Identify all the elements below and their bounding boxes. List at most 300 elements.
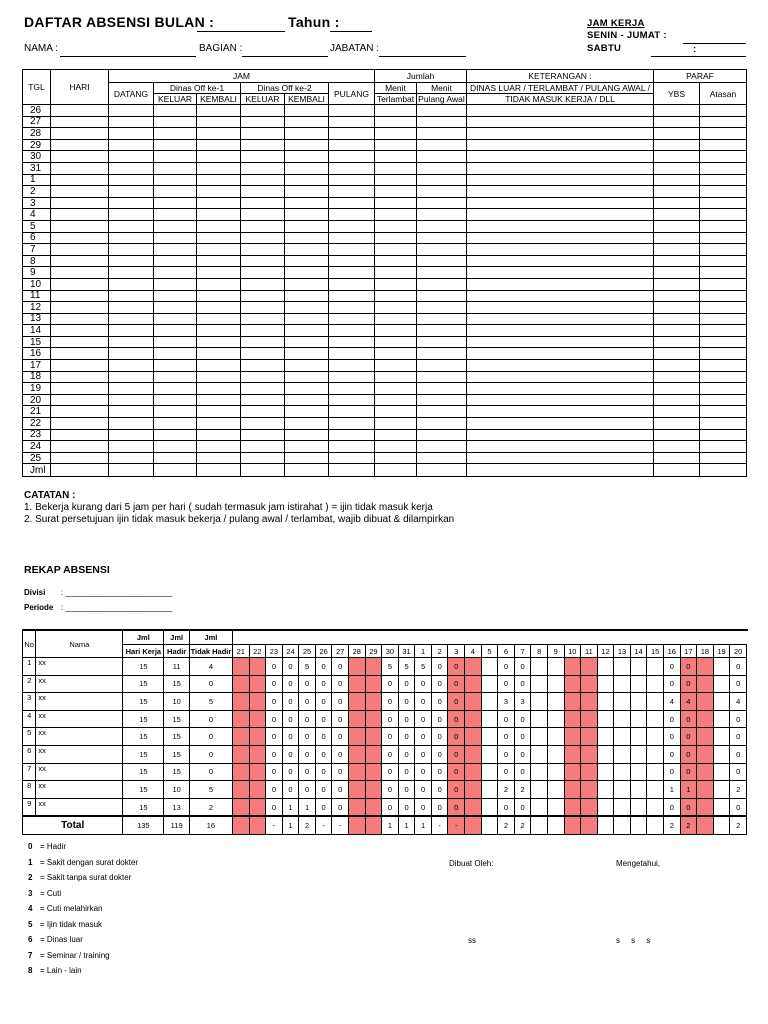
rekap-day-cell[interactable] <box>531 798 548 816</box>
attendance-cell[interactable] <box>154 452 197 464</box>
attendance-cell[interactable] <box>417 151 467 163</box>
rekap-day-cell[interactable] <box>249 798 266 816</box>
attendance-cell[interactable] <box>285 441 329 453</box>
rekap-day-cell[interactable]: 0 <box>498 745 515 763</box>
attendance-cell[interactable] <box>654 255 700 267</box>
rekap-day-cell[interactable]: 0 <box>332 745 349 763</box>
rekap-day-cell[interactable]: 0 <box>730 728 747 746</box>
rekap-day-cell[interactable] <box>547 798 564 816</box>
attendance-cell[interactable] <box>109 162 154 174</box>
attendance-cell[interactable] <box>241 441 285 453</box>
rekap-day-cell[interactable]: 0 <box>498 798 515 816</box>
attendance-cell[interactable] <box>329 267 375 279</box>
attendance-cell[interactable] <box>329 394 375 406</box>
rekap-day-cell[interactable] <box>232 728 249 746</box>
attendance-cell[interactable] <box>241 406 285 418</box>
rekap-day-cell[interactable] <box>232 710 249 728</box>
rekap-day-cell[interactable] <box>365 781 382 799</box>
attendance-cell[interactable] <box>285 406 329 418</box>
attendance-cell[interactable] <box>700 128 747 140</box>
attendance-cell[interactable] <box>417 406 467 418</box>
rekap-day-cell[interactable]: 0 <box>282 745 299 763</box>
attendance-cell[interactable] <box>329 325 375 337</box>
attendance-cell[interactable] <box>51 325 109 337</box>
attendance-cell[interactable] <box>329 336 375 348</box>
attendance-cell[interactable] <box>197 406 241 418</box>
attendance-cell[interactable] <box>285 394 329 406</box>
attendance-cell[interactable] <box>417 394 467 406</box>
attendance-cell[interactable] <box>51 220 109 232</box>
attendance-cell[interactable] <box>285 128 329 140</box>
attendance-cell[interactable] <box>285 325 329 337</box>
rekap-day-cell[interactable] <box>349 675 366 693</box>
attendance-cell[interactable] <box>109 452 154 464</box>
attendance-cell[interactable] <box>467 255 654 267</box>
attendance-cell[interactable] <box>417 220 467 232</box>
rekap-day-cell[interactable] <box>614 745 631 763</box>
rekap-day-cell[interactable] <box>697 710 714 728</box>
rekap-day-cell[interactable] <box>564 745 581 763</box>
rekap-day-cell[interactable]: 0 <box>431 675 448 693</box>
rekap-day-cell[interactable] <box>249 781 266 799</box>
rekap-day-cell[interactable] <box>349 763 366 781</box>
rekap-day-cell[interactable] <box>581 798 598 816</box>
attendance-total-cell[interactable] <box>51 464 109 477</box>
attendance-cell[interactable] <box>375 128 417 140</box>
rekap-day-cell[interactable] <box>597 675 614 693</box>
rekap-day-cell[interactable]: 0 <box>382 728 399 746</box>
rekap-day-cell[interactable] <box>713 693 730 711</box>
rekap-day-cell[interactable]: 0 <box>415 710 432 728</box>
attendance-cell[interactable] <box>654 267 700 279</box>
rekap-day-cell[interactable]: 0 <box>415 781 432 799</box>
attendance-cell[interactable] <box>285 186 329 198</box>
rekap-day-cell[interactable] <box>547 728 564 746</box>
attendance-cell[interactable] <box>375 255 417 267</box>
attendance-cell[interactable] <box>329 360 375 372</box>
rekap-day-cell[interactable] <box>697 798 714 816</box>
rekap-day-cell[interactable]: 0 <box>398 763 415 781</box>
attendance-cell[interactable] <box>329 186 375 198</box>
attendance-cell[interactable] <box>197 452 241 464</box>
rekap-day-cell[interactable]: 0 <box>448 798 465 816</box>
attendance-cell[interactable] <box>51 105 109 117</box>
attendance-cell[interactable] <box>109 394 154 406</box>
attendance-cell[interactable] <box>285 302 329 314</box>
rekap-day-cell[interactable] <box>481 693 498 711</box>
rekap-day-cell[interactable]: 0 <box>299 675 316 693</box>
attendance-cell[interactable] <box>417 278 467 290</box>
rekap-day-cell[interactable] <box>647 675 664 693</box>
attendance-cell[interactable] <box>375 313 417 325</box>
attendance-cell[interactable] <box>375 186 417 198</box>
attendance-cell[interactable] <box>154 244 197 256</box>
rekap-day-cell[interactable] <box>481 658 498 676</box>
attendance-cell[interactable] <box>700 313 747 325</box>
rekap-day-cell[interactable]: 0 <box>332 658 349 676</box>
attendance-cell[interactable] <box>285 255 329 267</box>
attendance-cell[interactable] <box>654 186 700 198</box>
attendance-cell[interactable] <box>417 232 467 244</box>
attendance-cell[interactable] <box>154 325 197 337</box>
attendance-cell[interactable] <box>467 290 654 302</box>
attendance-cell[interactable] <box>700 360 747 372</box>
attendance-cell[interactable] <box>467 151 654 163</box>
attendance-cell[interactable] <box>241 209 285 221</box>
attendance-cell[interactable] <box>375 383 417 395</box>
rekap-day-cell[interactable]: 5 <box>382 658 399 676</box>
rekap-day-cell[interactable] <box>564 693 581 711</box>
rekap-day-cell[interactable] <box>365 798 382 816</box>
attendance-cell[interactable] <box>285 348 329 360</box>
rekap-day-cell[interactable]: 2 <box>663 816 680 834</box>
nama-field[interactable] <box>60 56 196 57</box>
attendance-cell[interactable] <box>109 139 154 151</box>
rekap-day-cell[interactable] <box>581 781 598 799</box>
attendance-cell[interactable] <box>109 128 154 140</box>
rekap-day-cell[interactable]: 0 <box>680 728 697 746</box>
attendance-cell[interactable] <box>241 278 285 290</box>
rekap-day-cell[interactable] <box>614 816 631 834</box>
attendance-cell[interactable] <box>417 267 467 279</box>
rekap-day-cell[interactable]: 1 <box>282 798 299 816</box>
attendance-cell[interactable] <box>109 371 154 383</box>
attendance-cell[interactable] <box>700 429 747 441</box>
rekap-day-cell[interactable] <box>349 693 366 711</box>
attendance-cell[interactable] <box>241 105 285 117</box>
attendance-cell[interactable] <box>467 116 654 128</box>
attendance-cell[interactable] <box>375 348 417 360</box>
rekap-day-cell[interactable] <box>581 693 598 711</box>
attendance-cell[interactable] <box>51 151 109 163</box>
attendance-cell[interactable] <box>154 174 197 186</box>
attendance-cell[interactable] <box>654 336 700 348</box>
attendance-cell[interactable] <box>654 452 700 464</box>
rekap-day-cell[interactable]: 0 <box>431 745 448 763</box>
rekap-day-cell[interactable] <box>713 658 730 676</box>
attendance-cell[interactable] <box>417 452 467 464</box>
attendance-cell[interactable] <box>700 348 747 360</box>
rekap-day-cell[interactable] <box>465 658 482 676</box>
attendance-cell[interactable] <box>417 186 467 198</box>
attendance-cell[interactable] <box>654 244 700 256</box>
attendance-cell[interactable] <box>417 197 467 209</box>
rekap-day-cell[interactable]: 0 <box>431 693 448 711</box>
attendance-cell[interactable] <box>197 348 241 360</box>
attendance-cell[interactable] <box>417 244 467 256</box>
attendance-cell[interactable] <box>51 255 109 267</box>
attendance-cell[interactable] <box>285 116 329 128</box>
attendance-cell[interactable] <box>109 220 154 232</box>
attendance-cell[interactable] <box>467 139 654 151</box>
rekap-day-cell[interactable]: 0 <box>332 798 349 816</box>
attendance-cell[interactable] <box>654 441 700 453</box>
rekap-day-cell[interactable] <box>597 816 614 834</box>
rekap-day-cell[interactable] <box>349 816 366 834</box>
attendance-total-cell[interactable] <box>417 464 467 477</box>
rekap-day-cell[interactable] <box>349 781 366 799</box>
rekap-day-cell[interactable]: 0 <box>448 658 465 676</box>
attendance-cell[interactable] <box>154 139 197 151</box>
attendance-cell[interactable] <box>154 255 197 267</box>
attendance-cell[interactable] <box>241 371 285 383</box>
attendance-cell[interactable] <box>375 220 417 232</box>
attendance-cell[interactable] <box>241 139 285 151</box>
rekap-day-cell[interactable]: 2 <box>730 781 747 799</box>
attendance-cell[interactable] <box>285 232 329 244</box>
attendance-cell[interactable] <box>375 116 417 128</box>
attendance-cell[interactable] <box>467 452 654 464</box>
rekap-day-cell[interactable] <box>232 763 249 781</box>
attendance-cell[interactable] <box>329 209 375 221</box>
attendance-cell[interactable] <box>329 232 375 244</box>
rekap-day-cell[interactable]: 0 <box>663 710 680 728</box>
jabatan-field[interactable] <box>379 56 466 57</box>
rekap-day-cell[interactable]: 1 <box>680 781 697 799</box>
rekap-day-cell[interactable] <box>713 816 730 834</box>
rekap-day-cell[interactable] <box>647 710 664 728</box>
attendance-cell[interactable] <box>241 429 285 441</box>
rekap-day-cell[interactable] <box>581 816 598 834</box>
attendance-cell[interactable] <box>375 452 417 464</box>
rekap-day-cell[interactable] <box>531 658 548 676</box>
rekap-day-cell[interactable]: 1 <box>299 798 316 816</box>
rekap-day-cell[interactable]: 0 <box>382 763 399 781</box>
rekap-day-cell[interactable]: 0 <box>431 710 448 728</box>
rekap-day-cell[interactable] <box>365 745 382 763</box>
attendance-cell[interactable] <box>654 290 700 302</box>
attendance-cell[interactable] <box>154 383 197 395</box>
attendance-cell[interactable] <box>197 209 241 221</box>
attendance-cell[interactable] <box>329 406 375 418</box>
attendance-cell[interactable] <box>700 244 747 256</box>
rekap-day-cell[interactable] <box>481 745 498 763</box>
attendance-cell[interactable] <box>467 186 654 198</box>
attendance-cell[interactable] <box>241 325 285 337</box>
attendance-cell[interactable] <box>700 186 747 198</box>
attendance-cell[interactable] <box>51 406 109 418</box>
attendance-cell[interactable] <box>51 278 109 290</box>
attendance-cell[interactable] <box>329 290 375 302</box>
attendance-cell[interactable] <box>375 278 417 290</box>
rekap-day-cell[interactable]: 0 <box>498 675 515 693</box>
attendance-cell[interactable] <box>285 371 329 383</box>
attendance-cell[interactable] <box>109 429 154 441</box>
rekap-day-cell[interactable] <box>630 693 647 711</box>
rekap-day-cell[interactable] <box>597 728 614 746</box>
attendance-cell[interactable] <box>700 336 747 348</box>
rekap-day-cell[interactable]: 0 <box>299 781 316 799</box>
rekap-day-cell[interactable]: 0 <box>266 675 283 693</box>
rekap-day-cell[interactable]: 0 <box>514 658 531 676</box>
attendance-cell[interactable] <box>109 348 154 360</box>
attendance-cell[interactable] <box>51 336 109 348</box>
attendance-cell[interactable] <box>700 105 747 117</box>
attendance-cell[interactable] <box>197 244 241 256</box>
attendance-cell[interactable] <box>197 325 241 337</box>
attendance-cell[interactable] <box>241 348 285 360</box>
rekap-day-cell[interactable] <box>465 798 482 816</box>
rekap-day-cell[interactable]: 0 <box>332 710 349 728</box>
rekap-day-cell[interactable]: 5 <box>299 658 316 676</box>
attendance-cell[interactable] <box>700 197 747 209</box>
attendance-cell[interactable] <box>700 441 747 453</box>
rekap-day-cell[interactable] <box>564 675 581 693</box>
attendance-cell[interactable] <box>154 128 197 140</box>
attendance-cell[interactable] <box>467 360 654 372</box>
attendance-cell[interactable] <box>329 302 375 314</box>
attendance-cell[interactable] <box>329 116 375 128</box>
rekap-day-cell[interactable] <box>647 763 664 781</box>
rekap-day-cell[interactable] <box>713 781 730 799</box>
rekap-day-cell[interactable] <box>249 675 266 693</box>
rekap-day-cell[interactable] <box>481 798 498 816</box>
rekap-day-cell[interactable] <box>547 710 564 728</box>
attendance-cell[interactable] <box>197 302 241 314</box>
attendance-cell[interactable] <box>700 452 747 464</box>
rekap-day-cell[interactable]: 0 <box>266 728 283 746</box>
attendance-cell[interactable] <box>700 116 747 128</box>
attendance-cell[interactable] <box>654 302 700 314</box>
rekap-day-cell[interactable] <box>597 781 614 799</box>
attendance-cell[interactable] <box>417 105 467 117</box>
rekap-day-cell[interactable]: 0 <box>663 658 680 676</box>
attendance-cell[interactable] <box>109 116 154 128</box>
attendance-cell[interactable] <box>700 290 747 302</box>
attendance-cell[interactable] <box>285 174 329 186</box>
rekap-day-cell[interactable]: 0 <box>448 710 465 728</box>
rekap-day-cell[interactable]: 0 <box>498 728 515 746</box>
rekap-day-cell[interactable] <box>713 728 730 746</box>
rekap-day-cell[interactable]: 1 <box>282 816 299 834</box>
rekap-day-cell[interactable]: 2 <box>730 816 747 834</box>
attendance-cell[interactable] <box>285 290 329 302</box>
attendance-cell[interactable] <box>51 348 109 360</box>
rekap-day-cell[interactable] <box>564 710 581 728</box>
rekap-day-cell[interactable]: 1 <box>398 816 415 834</box>
attendance-cell[interactable] <box>241 255 285 267</box>
attendance-cell[interactable] <box>467 325 654 337</box>
rekap-day-cell[interactable]: 0 <box>315 781 332 799</box>
rekap-day-cell[interactable]: 0 <box>315 658 332 676</box>
attendance-cell[interactable] <box>654 105 700 117</box>
rekap-day-cell[interactable]: 2 <box>498 781 515 799</box>
attendance-cell[interactable] <box>375 290 417 302</box>
rekap-day-cell[interactable] <box>232 745 249 763</box>
attendance-cell[interactable] <box>654 394 700 406</box>
rekap-day-cell[interactable]: 0 <box>282 781 299 799</box>
attendance-cell[interactable] <box>417 174 467 186</box>
attendance-cell[interactable] <box>417 139 467 151</box>
attendance-cell[interactable] <box>467 197 654 209</box>
attendance-cell[interactable] <box>285 244 329 256</box>
attendance-cell[interactable] <box>654 278 700 290</box>
rekap-day-cell[interactable]: 3 <box>514 693 531 711</box>
rekap-day-cell[interactable]: 0 <box>448 745 465 763</box>
attendance-cell[interactable] <box>51 452 109 464</box>
rekap-day-cell[interactable]: 0 <box>448 675 465 693</box>
attendance-cell[interactable] <box>417 302 467 314</box>
attendance-cell[interactable] <box>241 186 285 198</box>
attendance-cell[interactable] <box>417 128 467 140</box>
rekap-day-cell[interactable]: 4 <box>663 693 680 711</box>
attendance-cell[interactable] <box>329 255 375 267</box>
attendance-cell[interactable] <box>467 383 654 395</box>
attendance-cell[interactable] <box>417 348 467 360</box>
attendance-cell[interactable] <box>154 116 197 128</box>
attendance-cell[interactable] <box>197 197 241 209</box>
attendance-cell[interactable] <box>700 302 747 314</box>
attendance-cell[interactable] <box>154 441 197 453</box>
attendance-cell[interactable] <box>467 105 654 117</box>
attendance-cell[interactable] <box>467 162 654 174</box>
rekap-day-cell[interactable] <box>232 675 249 693</box>
attendance-cell[interactable] <box>197 162 241 174</box>
rekap-day-cell[interactable]: 0 <box>299 710 316 728</box>
rekap-day-cell[interactable] <box>630 745 647 763</box>
rekap-day-cell[interactable] <box>647 745 664 763</box>
rekap-day-cell[interactable] <box>481 675 498 693</box>
attendance-cell[interactable] <box>109 302 154 314</box>
rekap-day-cell[interactable]: 0 <box>315 693 332 711</box>
attendance-cell[interactable] <box>241 116 285 128</box>
attendance-cell[interactable] <box>154 406 197 418</box>
rekap-day-cell[interactable]: 4 <box>680 693 697 711</box>
rekap-day-cell[interactable] <box>249 763 266 781</box>
rekap-day-cell[interactable] <box>249 816 266 834</box>
attendance-cell[interactable] <box>375 244 417 256</box>
rekap-day-cell[interactable] <box>232 816 249 834</box>
attendance-cell[interactable] <box>700 162 747 174</box>
attendance-cell[interactable] <box>154 209 197 221</box>
attendance-cell[interactable] <box>154 232 197 244</box>
attendance-cell[interactable] <box>197 313 241 325</box>
rekap-day-cell[interactable]: 0 <box>415 675 432 693</box>
rekap-day-cell[interactable] <box>614 763 631 781</box>
rekap-day-cell[interactable] <box>713 763 730 781</box>
attendance-cell[interactable] <box>51 371 109 383</box>
attendance-cell[interactable] <box>375 360 417 372</box>
attendance-cell[interactable] <box>285 313 329 325</box>
rekap-day-cell[interactable]: 0 <box>431 763 448 781</box>
rekap-day-cell[interactable]: - <box>315 816 332 834</box>
rekap-day-cell[interactable] <box>547 745 564 763</box>
attendance-cell[interactable] <box>329 429 375 441</box>
attendance-cell[interactable] <box>197 290 241 302</box>
rekap-day-cell[interactable]: 0 <box>448 693 465 711</box>
attendance-cell[interactable] <box>285 278 329 290</box>
attendance-cell[interactable] <box>654 139 700 151</box>
attendance-cell[interactable] <box>654 371 700 383</box>
rekap-day-cell[interactable]: 0 <box>266 763 283 781</box>
rekap-day-cell[interactable]: 0 <box>315 798 332 816</box>
attendance-total-cell[interactable] <box>285 464 329 477</box>
attendance-cell[interactable] <box>109 267 154 279</box>
rekap-day-cell[interactable]: 0 <box>415 798 432 816</box>
rekap-day-cell[interactable] <box>581 745 598 763</box>
attendance-cell[interactable] <box>241 452 285 464</box>
rekap-day-cell[interactable]: 0 <box>315 675 332 693</box>
rekap-day-cell[interactable] <box>630 728 647 746</box>
attendance-total-cell[interactable] <box>154 464 197 477</box>
rekap-day-cell[interactable]: 0 <box>514 745 531 763</box>
attendance-cell[interactable] <box>329 162 375 174</box>
attendance-cell[interactable] <box>154 336 197 348</box>
attendance-cell[interactable] <box>700 220 747 232</box>
rekap-day-cell[interactable]: 0 <box>266 710 283 728</box>
attendance-cell[interactable] <box>329 348 375 360</box>
attendance-cell[interactable] <box>109 313 154 325</box>
